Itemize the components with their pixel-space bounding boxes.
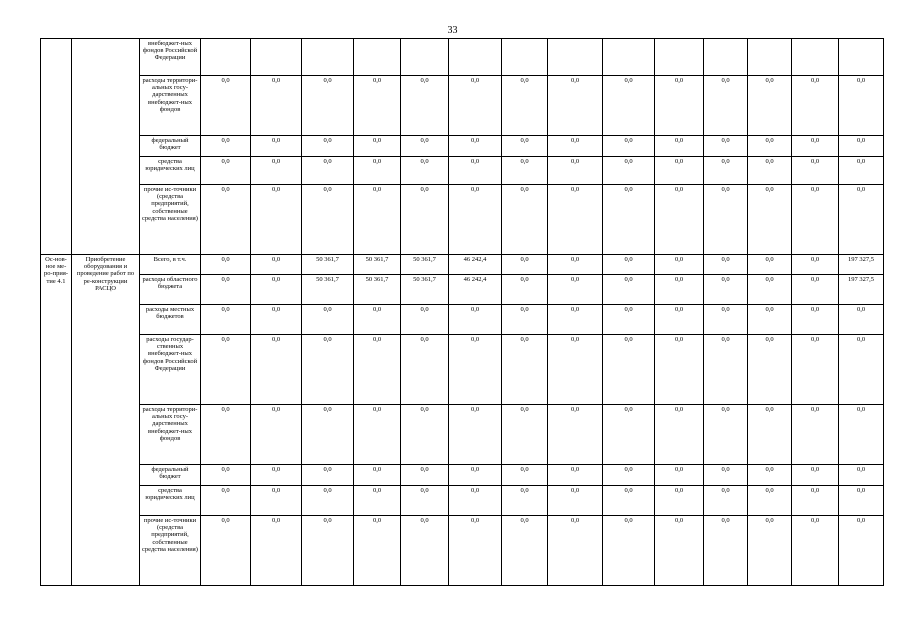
value-cell: 0,0	[449, 486, 502, 516]
value-cell: 0,0	[748, 305, 792, 335]
value-cell: 0,0	[839, 305, 884, 335]
value-cell: 0,0	[401, 305, 449, 335]
value-cell: 0,0	[792, 76, 839, 136]
value-cell: 0,0	[548, 76, 603, 136]
table-row	[41, 486, 884, 516]
value-cell: 0,0	[704, 465, 748, 486]
value-cell: 0,0	[603, 335, 655, 405]
value-cell	[704, 39, 748, 76]
value-cell	[201, 39, 251, 76]
value-cell: 0,0	[655, 275, 704, 305]
value-cell: 0,0	[201, 305, 251, 335]
value-cell: 0,0	[792, 516, 839, 586]
value-cell: 0,0	[748, 275, 792, 305]
value-cell: 46 242,4	[449, 275, 502, 305]
value-cell: 50 361,7	[401, 255, 449, 275]
value-cell: 0,0	[401, 405, 449, 465]
value-cell: 0,0	[655, 157, 704, 185]
table-row	[41, 39, 884, 76]
value-cell: 0,0	[655, 516, 704, 586]
value-cell: 0,0	[354, 305, 401, 335]
value-cell: 0,0	[792, 465, 839, 486]
value-cell: 0,0	[449, 405, 502, 465]
value-cell: 0,0	[401, 136, 449, 157]
table-row	[41, 405, 884, 465]
value-cell: 0,0	[655, 76, 704, 136]
value-cell: 0,0	[201, 486, 251, 516]
funding-source-cell: федеральный бюджет	[140, 465, 201, 486]
value-cell: 0,0	[502, 185, 548, 255]
value-cell: 0,0	[839, 335, 884, 405]
value-cell: 0,0	[449, 136, 502, 157]
value-cell: 0,0	[302, 157, 354, 185]
value-cell: 0,0	[251, 516, 302, 586]
value-cell: 0,0	[302, 185, 354, 255]
value-cell: 0,0	[548, 157, 603, 185]
funding-source-cell: федеральный бюджет	[140, 136, 201, 157]
value-cell: 0,0	[302, 335, 354, 405]
value-cell: 0,0	[251, 305, 302, 335]
value-cell	[302, 39, 354, 76]
value-cell: 0,0	[302, 405, 354, 465]
funding-source-cell: прочие ис-точники (средства предприятий, собственные средства населения)	[140, 516, 201, 586]
funding-source-cell: расходы государ-ственных внебюджет-ных фондов Российской Федерации	[140, 335, 201, 405]
value-cell: 0,0	[449, 185, 502, 255]
value-cell: 0,0	[449, 305, 502, 335]
value-cell: 0,0	[502, 486, 548, 516]
value-cell: 0,0	[839, 157, 884, 185]
value-cell: 0,0	[792, 255, 839, 275]
funding-source-cell: внебюджет-ных фондов Российской Федерации	[140, 39, 201, 76]
value-cell: 0,0	[354, 465, 401, 486]
value-cell: 0,0	[449, 516, 502, 586]
value-cell: 0,0	[548, 405, 603, 465]
value-cell	[655, 39, 704, 76]
value-cell: 0,0	[792, 305, 839, 335]
value-cell: 0,0	[655, 305, 704, 335]
table-row	[41, 136, 884, 157]
funding-source-cell: Всего, в т.ч.	[140, 255, 201, 275]
value-cell: 0,0	[839, 136, 884, 157]
value-cell: 0,0	[748, 76, 792, 136]
value-cell: 0,0	[603, 157, 655, 185]
value-cell: 0,0	[748, 255, 792, 275]
value-cell: 0,0	[354, 157, 401, 185]
value-cell: 0,0	[302, 136, 354, 157]
funding-source-cell: расходы областного бюджета	[140, 275, 201, 305]
value-cell: 0,0	[401, 335, 449, 405]
value-cell: 0,0	[748, 185, 792, 255]
value-cell: 0,0	[354, 516, 401, 586]
value-cell: 0,0	[302, 486, 354, 516]
value-cell: 0,0	[792, 185, 839, 255]
value-cell: 50 361,7	[354, 275, 401, 305]
value-cell	[548, 39, 603, 76]
value-cell: 50 361,7	[354, 255, 401, 275]
table-row	[41, 516, 884, 586]
activity-code-cell: Ос-нов-ное ме-ро-прия-тие 4.1	[41, 255, 72, 586]
value-cell: 0,0	[251, 157, 302, 185]
value-cell: 0,0	[655, 185, 704, 255]
value-cell: 0,0	[251, 405, 302, 465]
value-cell: 0,0	[748, 516, 792, 586]
value-cell: 0,0	[354, 76, 401, 136]
table-row	[41, 275, 884, 305]
value-cell	[502, 39, 548, 76]
value-cell: 0,0	[201, 335, 251, 405]
value-cell: 0,0	[704, 305, 748, 335]
value-cell: 0,0	[548, 185, 603, 255]
value-cell: 0,0	[449, 465, 502, 486]
value-cell	[449, 39, 502, 76]
value-cell: 0,0	[704, 136, 748, 157]
value-cell: 0,0	[548, 275, 603, 305]
value-cell: 0,0	[401, 157, 449, 185]
value-cell: 0,0	[655, 255, 704, 275]
value-cell: 0,0	[704, 185, 748, 255]
value-cell: 0,0	[201, 185, 251, 255]
value-cell: 0,0	[839, 516, 884, 586]
table-row	[41, 305, 884, 335]
value-cell: 0,0	[704, 76, 748, 136]
value-cell: 0,0	[548, 516, 603, 586]
value-cell: 0,0	[401, 465, 449, 486]
value-cell: 0,0	[449, 335, 502, 405]
activity-title-cell: Приобретение оборудования и проведение работ по ре-конструкции РАСЦО	[72, 255, 140, 586]
value-cell: 0,0	[302, 516, 354, 586]
value-cell: 0,0	[603, 405, 655, 465]
value-cell: 0,0	[548, 255, 603, 275]
value-cell: 0,0	[603, 136, 655, 157]
value-cell: 0,0	[502, 255, 548, 275]
value-cell: 0,0	[748, 136, 792, 157]
funding-source-cell: средства юридических лиц	[140, 486, 201, 516]
value-cell: 0,0	[401, 486, 449, 516]
value-cell: 0,0	[502, 136, 548, 157]
value-cell: 0,0	[251, 136, 302, 157]
value-cell: 0,0	[548, 305, 603, 335]
value-cell: 0,0	[302, 465, 354, 486]
value-cell: 0,0	[302, 305, 354, 335]
value-cell: 0,0	[748, 465, 792, 486]
value-cell: 0,0	[603, 305, 655, 335]
value-cell: 0,0	[792, 335, 839, 405]
value-cell: 0,0	[354, 486, 401, 516]
table-row	[41, 255, 884, 275]
value-cell: 0,0	[302, 76, 354, 136]
table-body	[41, 39, 884, 586]
value-cell	[401, 39, 449, 76]
value-cell	[251, 39, 302, 76]
value-cell: 0,0	[201, 136, 251, 157]
value-cell: 0,0	[251, 335, 302, 405]
value-cell: 0,0	[748, 335, 792, 405]
value-cell: 0,0	[502, 76, 548, 136]
value-cell: 0,0	[401, 516, 449, 586]
value-cell: 0,0	[401, 76, 449, 136]
value-cell: 0,0	[792, 136, 839, 157]
value-cell: 0,0	[201, 76, 251, 136]
value-cell: 0,0	[603, 76, 655, 136]
value-cell: 0,0	[603, 486, 655, 516]
value-cell: 0,0	[748, 405, 792, 465]
value-cell: 0,0	[603, 255, 655, 275]
funding-source-cell: прочие ис-точники (средства предприятий, собственные средства населения)	[140, 185, 201, 255]
value-cell: 0,0	[548, 465, 603, 486]
table-row	[41, 76, 884, 136]
value-cell: 0,0	[603, 465, 655, 486]
value-cell: 0,0	[201, 516, 251, 586]
value-cell: 0,0	[704, 157, 748, 185]
value-cell	[354, 39, 401, 76]
value-cell: 0,0	[201, 465, 251, 486]
value-cell: 0,0	[251, 255, 302, 275]
value-cell: 0,0	[251, 185, 302, 255]
value-cell	[603, 39, 655, 76]
activity-code-cell	[41, 39, 72, 255]
value-cell: 0,0	[655, 335, 704, 405]
value-cell: 0,0	[201, 275, 251, 305]
value-cell: 50 361,7	[302, 255, 354, 275]
value-cell: 0,0	[502, 305, 548, 335]
funding-source-cell: расходы местных бюджетов	[140, 305, 201, 335]
value-cell: 0,0	[603, 275, 655, 305]
value-cell: 0,0	[704, 335, 748, 405]
value-cell: 0,0	[548, 335, 603, 405]
value-cell: 197 327,5	[839, 255, 884, 275]
funding-source-cell: расходы территори-альных госу-дарственных внебюджет-ных фондов	[140, 76, 201, 136]
value-cell: 50 361,7	[401, 275, 449, 305]
value-cell: 0,0	[251, 76, 302, 136]
value-cell: 0,0	[655, 136, 704, 157]
value-cell: 0,0	[839, 76, 884, 136]
value-cell: 0,0	[449, 76, 502, 136]
value-cell: 0,0	[704, 255, 748, 275]
table-row	[41, 465, 884, 486]
value-cell: 0,0	[201, 255, 251, 275]
value-cell: 0,0	[839, 465, 884, 486]
value-cell: 0,0	[548, 486, 603, 516]
value-cell: 0,0	[251, 275, 302, 305]
value-cell: 0,0	[502, 516, 548, 586]
value-cell: 0,0	[839, 185, 884, 255]
funding-source-cell: расходы территори-альных госу-дарственных внебюджет-ных фондов	[140, 405, 201, 465]
value-cell: 0,0	[603, 185, 655, 255]
value-cell: 0,0	[502, 335, 548, 405]
value-cell: 0,0	[839, 405, 884, 465]
value-cell	[792, 39, 839, 76]
value-cell: 0,0	[354, 185, 401, 255]
value-cell	[748, 39, 792, 76]
value-cell: 0,0	[655, 465, 704, 486]
value-cell: 0,0	[251, 486, 302, 516]
page-number: 33	[447, 25, 458, 36]
value-cell: 0,0	[354, 136, 401, 157]
value-cell: 0,0	[502, 157, 548, 185]
value-cell	[839, 39, 884, 76]
table-row	[41, 185, 884, 255]
value-cell: 0,0	[704, 486, 748, 516]
value-cell: 0,0	[502, 465, 548, 486]
value-cell: 0,0	[792, 486, 839, 516]
value-cell: 0,0	[792, 157, 839, 185]
value-cell: 0,0	[354, 335, 401, 405]
value-cell: 0,0	[704, 516, 748, 586]
budget-table	[40, 38, 884, 586]
table-row	[41, 335, 884, 405]
value-cell: 0,0	[201, 157, 251, 185]
value-cell: 50 361,7	[302, 275, 354, 305]
value-cell: 0,0	[704, 405, 748, 465]
value-cell: 0,0	[449, 157, 502, 185]
value-cell: 0,0	[354, 405, 401, 465]
table-row	[41, 157, 884, 185]
funding-source-cell: средства юридических лиц	[140, 157, 201, 185]
value-cell: 0,0	[201, 405, 251, 465]
value-cell: 46 242,4	[449, 255, 502, 275]
value-cell: 0,0	[704, 275, 748, 305]
value-cell: 0,0	[792, 405, 839, 465]
value-cell: 0,0	[839, 486, 884, 516]
value-cell: 0,0	[655, 486, 704, 516]
value-cell: 0,0	[502, 275, 548, 305]
value-cell: 0,0	[603, 516, 655, 586]
value-cell: 197 327,5	[839, 275, 884, 305]
value-cell: 0,0	[251, 465, 302, 486]
activity-title-cell	[72, 39, 140, 255]
value-cell: 0,0	[401, 185, 449, 255]
value-cell: 0,0	[655, 405, 704, 465]
value-cell: 0,0	[548, 136, 603, 157]
value-cell: 0,0	[748, 157, 792, 185]
value-cell: 0,0	[748, 486, 792, 516]
value-cell: 0,0	[502, 405, 548, 465]
value-cell: 0,0	[792, 275, 839, 305]
